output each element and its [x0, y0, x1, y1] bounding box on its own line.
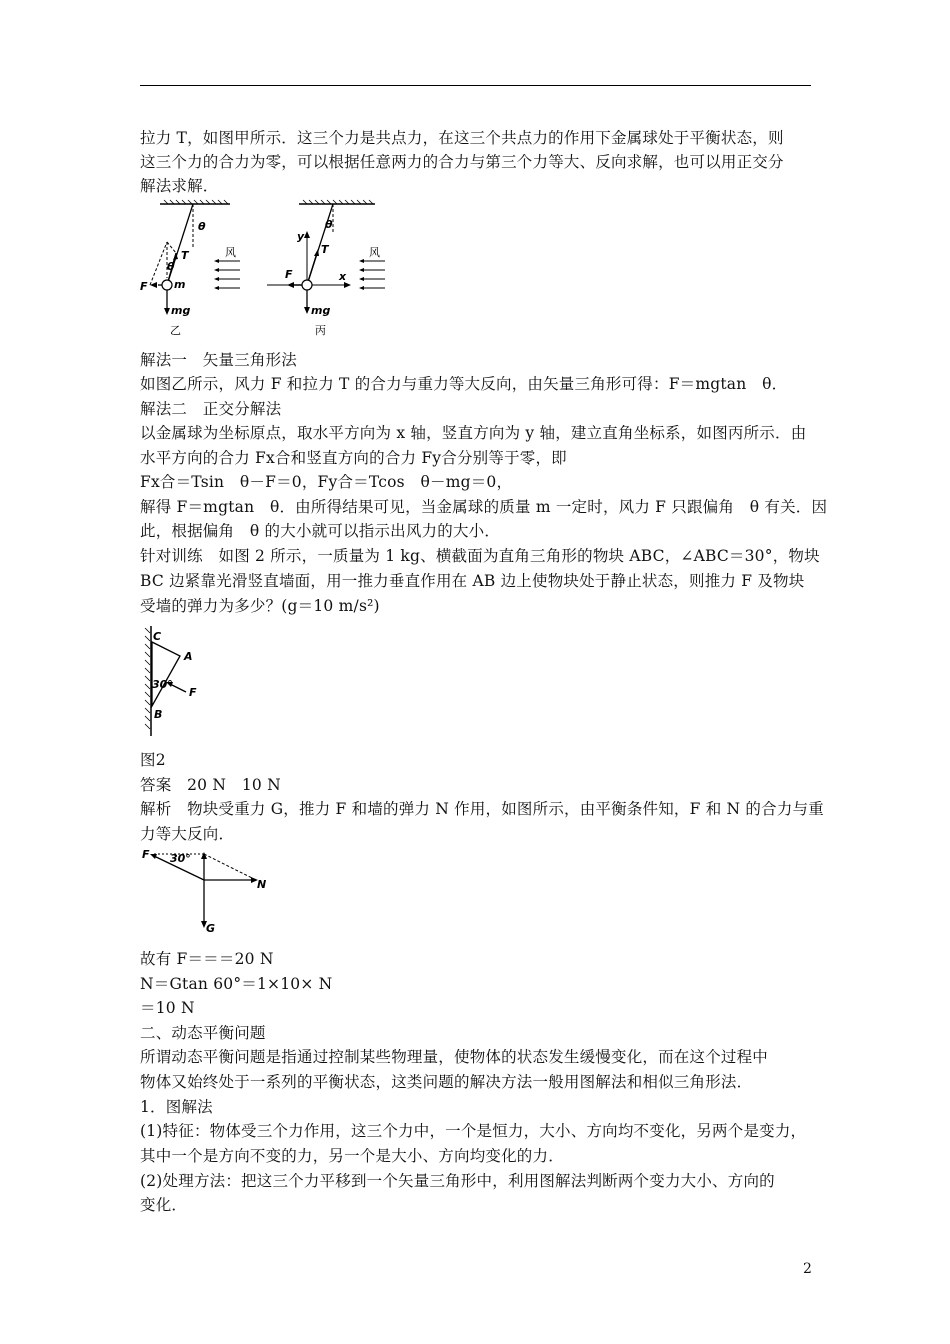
paragraph: 水平方向的合力 Fx合和竖直方向的合力 Fy合分别等于零，即	[140, 449, 567, 467]
header-rule	[140, 85, 811, 86]
paragraph: 以金属球为坐标原点，取水平方向为 x 轴，竖直方向为 y 轴，建立直角坐标系，如图丙所示．由	[140, 424, 807, 442]
paragraph: Fx合＝Tsin θ－F＝0，Fy合＝Tcos θ－mg＝0，	[140, 473, 513, 491]
paragraph: 解析 物块受重力 G，推力 F 和墙的弹力 N 作用，如图所示，由平衡条件知，F 和 N 的合力与重	[140, 800, 824, 818]
paragraph: BC 边紧靠光滑竖直墙面，用一推力垂直作用在 AB 边上使物块处于静止状态，则推力 F 及物块	[140, 572, 805, 590]
paragraph: 解法二 正交分解法	[140, 400, 282, 418]
label-angle: 30°	[170, 852, 191, 865]
label-F: F	[189, 686, 197, 699]
label-theta2: θ	[167, 260, 175, 273]
paragraph: 拉力 T，如图甲所示．这三个力是共点力，在这三个共点力的作用下金属球处于平衡状态，则	[140, 129, 784, 147]
label-angle: 30°	[152, 678, 173, 691]
paragraph: N＝Gtan 60°＝1×10× N	[140, 975, 333, 993]
label-x: x	[339, 270, 347, 283]
paragraph: 物体又始终处于一系列的平衡状态，这类问题的解决方法一般用图解法和相似三角形法．	[140, 1073, 753, 1091]
label-B: B	[154, 708, 163, 721]
paragraph: 解法一 矢量三角形法	[140, 351, 298, 369]
paragraph: (1)特征：物体受三个力作用，这三个力中，一个是恒力，大小、方向均不变化，另两个是变力，	[140, 1122, 807, 1140]
paragraph: 故有 F＝＝＝20 N	[140, 950, 274, 968]
label-theta: θ	[325, 218, 333, 231]
label-A: A	[184, 650, 193, 663]
label-m: m	[174, 278, 186, 291]
label-N: N	[257, 878, 267, 891]
figure-yi	[138, 198, 248, 340]
paragraph: 力等大反向．	[140, 825, 235, 843]
paragraph: 此，根据偏角 θ 的大小就可以指示出风力的大小．	[140, 522, 501, 540]
label-T: T	[181, 249, 189, 262]
paragraph: 所谓动态平衡问题是指通过控制某些物理量，使物体的状态发生缓慢变化，而在这个过程中	[140, 1048, 769, 1066]
paragraph: 解法求解．	[140, 177, 219, 195]
paragraph: 其中一个是方向不变的力，另一个是大小、方向均变化的力．	[140, 1147, 564, 1165]
figure-caption: 乙	[170, 324, 181, 337]
label-F: F	[140, 280, 148, 293]
paragraph: 1．图解法	[140, 1098, 213, 1116]
section-heading: 二、动态平衡问题	[140, 1024, 266, 1042]
label-theta1: θ	[198, 220, 206, 233]
label-wind: 风	[369, 246, 380, 259]
paragraph: 变化．	[140, 1196, 188, 1214]
paragraph: 针对训练 如图 2 所示，一质量为 1 kg、横截面为直角三角形的物块 ABC，∠ABC＝30°，物块	[140, 547, 820, 565]
paragraph: 如图乙所示，风力 F 和拉力 T 的合力与重力等大反向，由矢量三角形可得：F＝mgtan θ．	[140, 375, 788, 393]
paragraph: 这三个力的合力为零，可以根据任意两力的合力与第三个力等大、反向求解，也可以用正交分	[140, 153, 784, 171]
paragraph: 解得 F＝mgtan θ．由所得结果可见，当金属球的质量 m 一定时，风力 F 只跟偏角 θ 有关．因	[140, 498, 828, 516]
label-y: y	[297, 230, 305, 243]
label-mg: mg	[171, 304, 191, 317]
figure-caption: 丙	[315, 324, 326, 337]
paragraph: 答案 20 N 10 N	[140, 776, 281, 794]
label-mg: mg	[311, 304, 331, 317]
label-G: G	[206, 922, 216, 935]
label-C: C	[153, 630, 162, 643]
figure-bing	[265, 198, 395, 340]
label-F: F	[142, 848, 150, 861]
figure-2	[140, 624, 220, 739]
label-F: F	[285, 268, 293, 281]
label-wind: 风	[225, 246, 236, 259]
paragraph: 受墙的弹力为多少？(g＝10 m/s²)	[140, 597, 380, 615]
figure-caption: 图2	[140, 751, 166, 769]
page-number: 2	[803, 1261, 812, 1277]
figure-forces	[140, 846, 275, 936]
paragraph: ＝10 N	[140, 999, 195, 1017]
paragraph: (2)处理方法：把这三个力平移到一个矢量三角形中，利用图解法判断两个变力大小、方向的	[140, 1172, 775, 1190]
label-T: T	[321, 243, 329, 256]
